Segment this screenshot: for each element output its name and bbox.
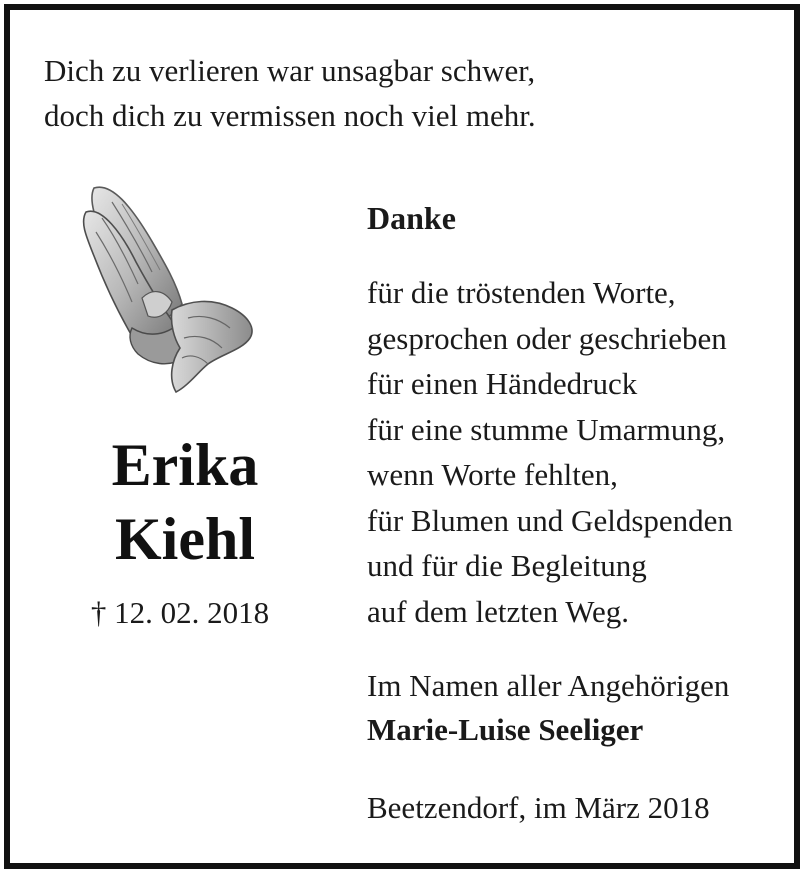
thanks-heading: Danke [367, 200, 456, 236]
praying-hands-icon [72, 178, 262, 398]
signer-name: Marie-Luise Seeliger [367, 712, 644, 747]
signature-intro: Im Namen aller Angehörigen [367, 668, 730, 703]
motto-text: Dich zu verlieren war unsagbar schwer, doch dich zu vermissen noch viel mehr. [44, 53, 536, 133]
death-date: † 12. 02. 2018 [90, 595, 270, 630]
thanks-column [367, 196, 787, 830]
place-and-date: Beetzendorf, im März 2018 [367, 790, 710, 825]
deceased-last-name: Kiehl [114, 506, 255, 572]
obituary-notice [4, 4, 800, 869]
thanks-line: für Blumen und Geldspenden [367, 502, 733, 538]
thanks-line: für eine stumme Umarmung, [367, 411, 726, 447]
family-signature [367, 664, 787, 752]
thanks-line: für die tröstenden Worte, [367, 275, 676, 310]
thanks-line: für einen Händedruck [367, 366, 638, 401]
thanks-line: und für die Begleitung [367, 548, 647, 583]
thanks-line: auf dem letzten Weg. [367, 593, 630, 629]
thanks-line: gesprochen oder geschrieben [367, 320, 727, 356]
thanks-list [367, 270, 787, 634]
thanks-line: wenn Worte fehlten, [367, 457, 618, 492]
deceased-name [70, 428, 300, 576]
deceased-first-name: Erika [111, 432, 259, 498]
